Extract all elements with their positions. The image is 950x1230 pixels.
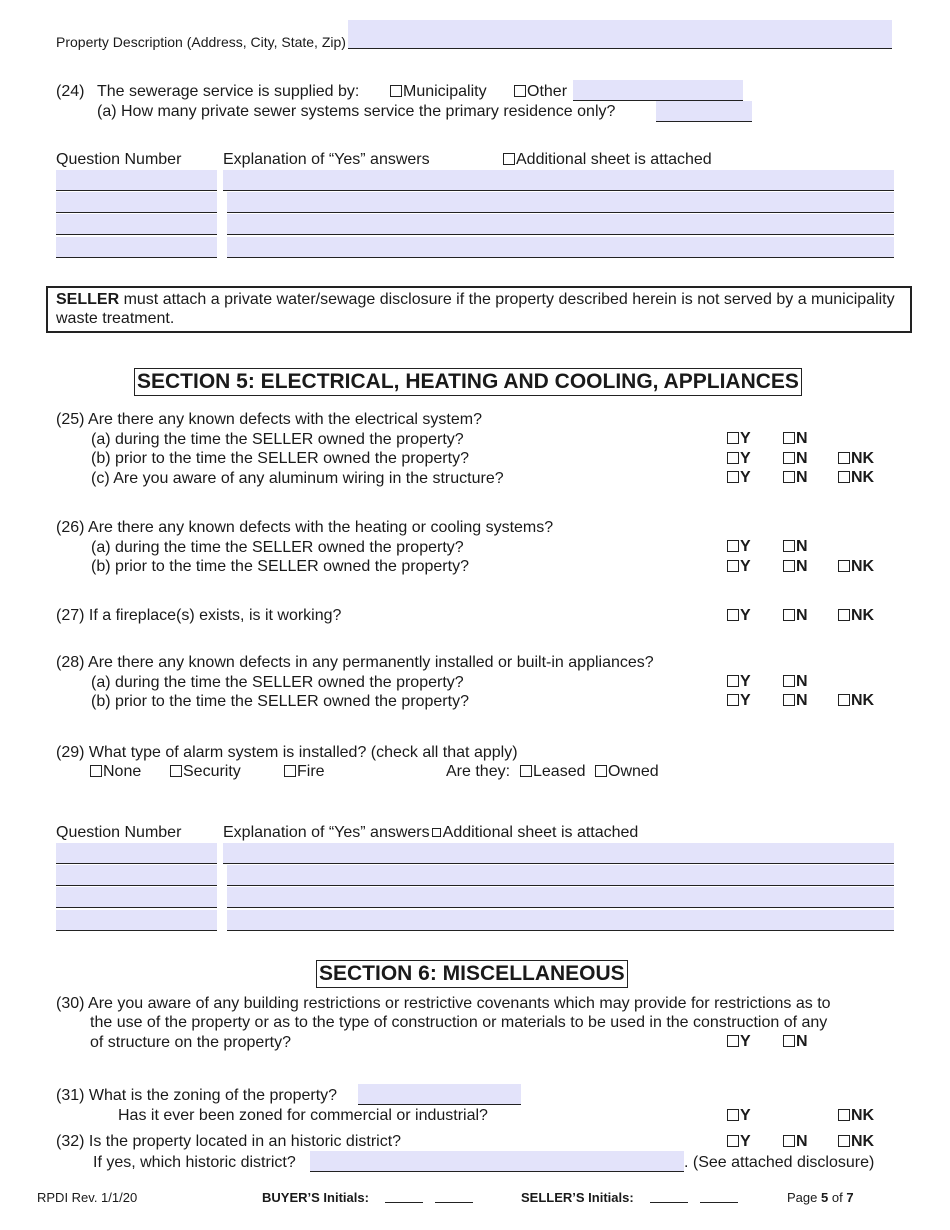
q26b-yes[interactable]: Y (727, 558, 751, 576)
q24-other-field[interactable] (573, 80, 743, 101)
buyer-initials-line-1[interactable] (385, 1202, 423, 1203)
q27-no[interactable]: N (783, 607, 808, 625)
q26a-yes[interactable]: Y (727, 538, 751, 556)
notice-text: must attach a private water/sewage disclosure if the property described herein is not served by a municipality waste treatment. (56, 291, 895, 327)
q25a-text: (a) during the time the SELLER owned the property? (91, 431, 464, 448)
q25c-yes[interactable]: Y (727, 469, 751, 487)
q30-line3: of structure on the property? (90, 1034, 291, 1051)
municipality-checkbox[interactable] (390, 85, 402, 97)
footer-revision: RPDI Rev. 1/1/20 (37, 1190, 138, 1205)
q24a-text: (a) How many private sewer systems service the primary residence only? (97, 103, 616, 120)
q29-leased-option[interactable]: Leased (520, 763, 586, 781)
q25b-no[interactable]: N (783, 450, 808, 468)
explain1-qnum-field-1[interactable] (56, 170, 217, 191)
q30-line1: (30) Are you aware of any building restrictions or restrictive covenants which may provide for restrictions as to (56, 995, 831, 1012)
section5-title: SECTION 5: ELECTRICAL, HEATING AND COOLING, APPLIANCES (134, 368, 802, 396)
property-description-field[interactable] (348, 20, 892, 49)
q25b-not-known[interactable]: NK (838, 450, 874, 468)
q25c-text: (c) Are you aware of any aluminum wiring in the structure? (91, 470, 504, 487)
q29-security-option[interactable]: Security (170, 763, 241, 781)
explain1-text-field-2[interactable] (227, 192, 894, 213)
q32-tail-text: . (See attached disclosure) (684, 1154, 875, 1171)
property-description-label: Property Description (Address, City, State, Zip) (56, 34, 346, 50)
q26-text: (26) Are there any known defects with the heating or cooling systems? (56, 519, 554, 536)
explain2-explanation-header: Explanation of “Yes” answers Additional sheet is attached (223, 824, 639, 841)
q28b-yes[interactable]: Y (727, 692, 751, 710)
q32-historic-district-field[interactable] (310, 1151, 684, 1172)
q24a-count-field[interactable] (656, 101, 752, 122)
q25b-yes[interactable]: Y (727, 450, 751, 468)
q28a-text: (a) during the time the SELLER owned the property? (91, 674, 464, 691)
q26a-no[interactable]: N (783, 538, 808, 556)
q25a-yes[interactable]: Y (727, 430, 751, 448)
explain1-question-number-header: Question Number (56, 151, 182, 168)
section6-title: SECTION 6: MISCELLANEOUS (316, 960, 628, 988)
explain1-text-field-4[interactable] (227, 237, 894, 258)
explain2-qnum-field-3[interactable] (56, 887, 217, 908)
q24-other-option[interactable]: Other (514, 83, 567, 101)
q32-yes[interactable]: Y (727, 1133, 751, 1151)
other-checkbox[interactable] (514, 85, 526, 97)
q27-yes[interactable]: Y (727, 607, 751, 625)
seller-initials-line-2[interactable] (700, 1202, 738, 1203)
q25c-no[interactable]: N (783, 469, 808, 487)
explain1-explanation-header: Explanation of “Yes” answers (223, 151, 430, 168)
explain2-question-number-header: Question Number (56, 824, 182, 841)
q24-text: The sewerage service is supplied by: (97, 83, 360, 100)
notice-lead: SELLER (56, 291, 120, 308)
q30-line2: the use of the property or as to the type of construction or materials to be used in the construction of any (90, 1014, 828, 1031)
q31-yes[interactable]: Y (727, 1107, 751, 1125)
q26a-text: (a) during the time the SELLER owned the property? (91, 539, 464, 556)
q26b-not-known[interactable]: NK (838, 558, 874, 576)
q27-not-known[interactable]: NK (838, 607, 874, 625)
q29-owned-option[interactable]: Owned (595, 763, 659, 781)
q29-fire-option[interactable]: Fire (284, 763, 325, 781)
footer-page-indicator: Page 5 of 7 (787, 1190, 854, 1205)
q24-number: (24) (56, 83, 85, 100)
attached-checkbox[interactable] (503, 153, 515, 165)
explain2-text-field-3[interactable] (227, 887, 894, 908)
seller-initials-line-1[interactable] (650, 1202, 688, 1203)
footer-buyer-initials-label: BUYER’S Initials: (262, 1190, 369, 1205)
q31-not-known[interactable]: NK (838, 1107, 874, 1125)
q27-text: (27) If a fireplace(s) exists, is it working? (56, 607, 342, 624)
explain2-qnum-field-2[interactable] (56, 865, 217, 886)
q31-zoning-field[interactable] (358, 1084, 521, 1105)
q28-text: (28) Are there any known defects in any permanently installed or built-in appliances? (56, 654, 654, 671)
q29-none-option[interactable]: None (90, 763, 141, 781)
explain1-text-field-1[interactable] (223, 170, 894, 191)
q26b-text: (b) prior to the time the SELLER owned the property? (91, 558, 469, 575)
q25-text: (25) Are there any known defects with the electrical system? (56, 411, 482, 428)
q32-sub-text: If yes, which historic district? (93, 1154, 296, 1171)
q31-sub-text: Has it ever been zoned for commercial or industrial? (118, 1107, 488, 1124)
explain2-attached-checkbox[interactable] (432, 828, 441, 837)
q28b-not-known[interactable]: NK (838, 692, 874, 710)
seller-notice-box (46, 286, 912, 333)
explain2-qnum-field-4[interactable] (56, 910, 217, 931)
q32-no[interactable]: N (783, 1133, 808, 1151)
explain1-qnum-field-4[interactable] (56, 237, 217, 258)
buyer-initials-line-2[interactable] (435, 1202, 473, 1203)
q30-yes[interactable]: Y (727, 1033, 751, 1051)
q28b-no[interactable]: N (783, 692, 808, 710)
q25c-not-known[interactable]: NK (838, 469, 874, 487)
q28a-no[interactable]: N (783, 673, 808, 691)
explain2-qnum-field-1[interactable] (56, 843, 217, 864)
q32-not-known[interactable]: NK (838, 1133, 874, 1151)
explain1-qnum-field-3[interactable] (56, 214, 217, 235)
q32-text: (32) Is the property located in an historic district? (56, 1133, 402, 1150)
q31-text: (31) What is the zoning of the property? (56, 1087, 338, 1104)
q28b-text: (b) prior to the time the SELLER owned the property? (91, 693, 469, 710)
explain2-text-field-2[interactable] (227, 865, 894, 886)
q29-text: (29) What type of alarm system is installed? (check all that apply) (56, 744, 518, 761)
explain2-text-field-4[interactable] (227, 910, 894, 931)
explain2-text-field-1[interactable] (223, 843, 894, 864)
q30-no[interactable]: N (783, 1033, 808, 1051)
footer-seller-initials-label: SELLER’S Initials: (521, 1190, 634, 1205)
q28a-yes[interactable]: Y (727, 673, 751, 691)
q25a-no[interactable]: N (783, 430, 808, 448)
q26b-no[interactable]: N (783, 558, 808, 576)
q24-municipality-option[interactable]: Municipality (390, 83, 487, 101)
explain1-text-field-3[interactable] (227, 214, 894, 235)
explain1-qnum-field-2[interactable] (56, 192, 217, 213)
explain1-attached-option[interactable]: Additional sheet is attached (503, 151, 712, 169)
q25b-text: (b) prior to the time the SELLER owned the property? (91, 450, 469, 467)
q29-are-they-label: Are they: (446, 763, 511, 780)
